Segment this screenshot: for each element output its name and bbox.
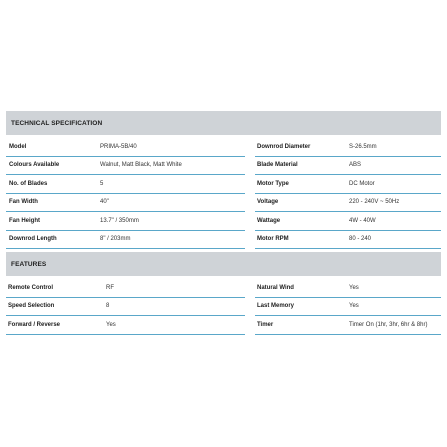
spec-label: Motor Type [257, 180, 289, 187]
spec-label: Wattage [257, 217, 281, 224]
spec-row-wattage [255, 212, 441, 231]
spec-row-downrod-diameter [255, 138, 441, 157]
feature-row-natural-wind [255, 279, 441, 298]
spec-row-blade-material [255, 157, 441, 176]
spec-value: 4W - 40W [349, 217, 376, 224]
feature-label: Forward / Reverse [8, 321, 61, 328]
feature-value: RF [106, 284, 114, 291]
spec-value: S-26.5mm [349, 143, 377, 150]
spec-label: Downrod Diameter [257, 143, 311, 150]
spec-row-model [6, 138, 245, 157]
spec-value: DC Motor [349, 180, 375, 187]
spec-label: Blade Material [257, 162, 298, 169]
feature-row-last-memory [255, 298, 441, 317]
spec-value: 5 [100, 180, 104, 187]
spec-row-blades [6, 175, 245, 194]
features-left-column [6, 279, 245, 335]
feature-label: Natural Wind [257, 284, 294, 291]
spec-label: Fan Height [9, 217, 40, 224]
feature-value: Yes [349, 284, 359, 291]
feature-row-remote-control [6, 279, 245, 298]
feature-row-timer [255, 316, 441, 335]
spec-value: PRIMA-5B/40 [100, 143, 137, 150]
technical-specification-grid [6, 135, 441, 249]
features-grid [6, 276, 441, 335]
spec-row-fan-width [6, 194, 245, 213]
spec-value: 80 - 240 [349, 236, 372, 243]
features-header: FEATURES [6, 252, 441, 276]
feature-label: Remote Control [8, 284, 53, 291]
spec-label: Downrod Length [9, 236, 57, 243]
feature-label: Last Memory [257, 303, 295, 310]
spec-row-motor-rpm [255, 231, 441, 250]
spec-value: 8" / 203mm [100, 236, 131, 243]
spec-row-fan-height [6, 212, 245, 231]
spec-row-downrod-length [6, 231, 245, 250]
feature-row-forward-reverse [6, 316, 245, 335]
technical-left-column [6, 138, 245, 249]
spec-row-colours [6, 157, 245, 176]
spec-label: Motor RPM [257, 236, 289, 243]
spec-sheet [6, 111, 441, 335]
spec-label: Model [9, 143, 27, 150]
technical-right-column [255, 138, 441, 249]
technical-specification-header: TECHNICAL SPECIFICATION [6, 111, 441, 135]
feature-label: Timer [257, 321, 274, 328]
spec-value: 40" [100, 199, 109, 206]
spec-label: Voltage [257, 199, 279, 206]
feature-value: Yes [349, 303, 359, 310]
spec-value: Walnut, Matt Black, Matt White [100, 162, 182, 169]
feature-value: 8 [106, 303, 110, 310]
spec-value: 13.7" / 350mm [100, 217, 139, 224]
spec-row-voltage [255, 194, 441, 213]
feature-value: Yes [106, 321, 116, 328]
feature-row-speed-selection [6, 298, 245, 317]
spec-label: No. of Blades [9, 180, 48, 187]
feature-label: Speed Selection [8, 303, 55, 310]
spec-label: Fan Width [9, 199, 38, 206]
spec-row-motor-type [255, 175, 441, 194]
spec-label: Colours Available [9, 162, 60, 169]
feature-value: Timer On (1hr, 3hr, 6hr & 8hr) [349, 321, 428, 328]
features-right-column [255, 279, 441, 335]
spec-value: ABS [349, 162, 362, 169]
spec-value: 220 - 240V ~ 50Hz [349, 199, 400, 206]
